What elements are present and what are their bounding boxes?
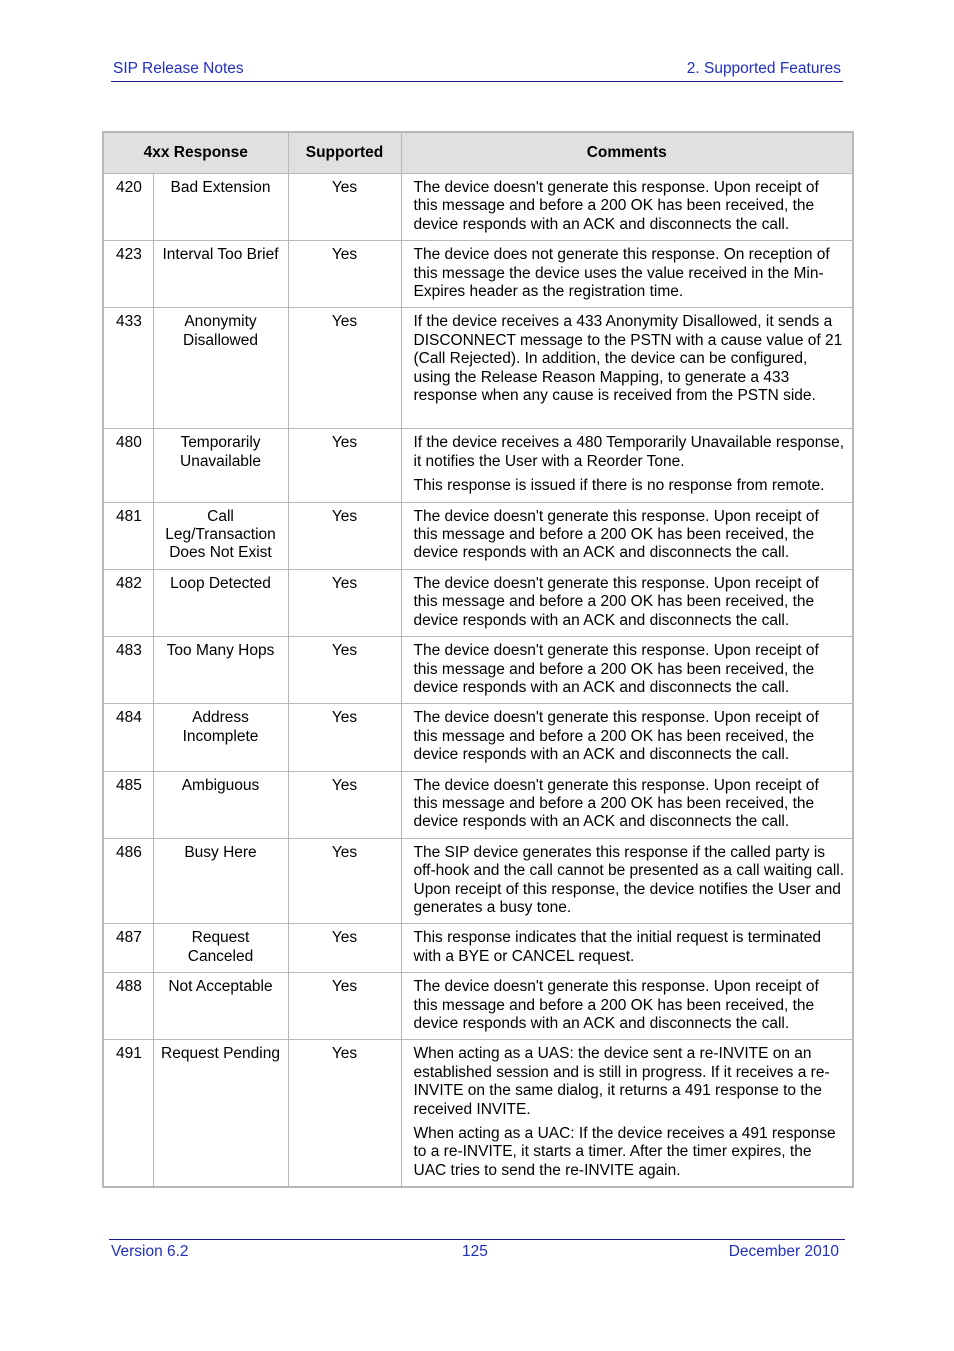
response-code: 484 [103,704,153,771]
response-name: Request Canceled [153,924,288,973]
response-code: 491 [103,1040,153,1187]
response-code: 487 [103,924,153,973]
table-row [103,308,853,429]
comments-cell [401,502,853,569]
comment-paragraph: If the device receives a 480 Temporarily Unavailable response, it notifies the User with a Reorder Tone. [413,434,845,470]
response-code: 483 [103,637,153,704]
response-name: Loop Detected [153,569,288,636]
table-row [103,838,853,924]
comments-cell [401,637,853,704]
response-name: Call Leg/Transaction Does Not Exist [153,502,288,569]
supported-value: Yes [288,569,401,636]
comments-cell [401,241,853,308]
comments-cell [401,308,853,429]
response-name: Bad Extension [153,174,288,241]
comments-cell [401,1040,853,1187]
comment-paragraph: The device doesn't generate this response. Upon receipt of this message and before a 200 OK has been received, the device responds with an ACK and disconnects the call. [413,709,819,764]
response-name: Address Incomplete [153,704,288,771]
response-code: 486 [103,838,153,924]
sip-4xx-response-table [102,131,854,1188]
page-header [111,60,843,82]
comments-cell [401,569,853,636]
supported-value: Yes [288,704,401,771]
response-code: 423 [103,241,153,308]
comment-paragraph: The device doesn't generate this response. Upon receipt of this message and before a 200 OK has been received, the device responds with an ACK and disconnects the call. [413,507,819,562]
header-section-title: 2. Supported Features [686,60,841,77]
response-code: 482 [103,569,153,636]
supported-value: Yes [288,429,401,502]
header-supported: Supported [288,132,401,174]
table-row [103,771,853,838]
comments-cell [401,838,853,924]
supported-value: Yes [288,174,401,241]
table-row [103,174,853,241]
response-name: Too Many Hops [153,637,288,704]
header-response: 4xx Response [103,132,288,174]
comment-paragraph: The device doesn't generate this response. Upon receipt of this message and before a 200 OK has been received, the device responds with an ACK and disconnects the call. [413,776,819,831]
comments-cell [401,704,853,771]
supported-value: Yes [288,308,401,429]
response-name: Anonymity Disallowed [153,308,288,429]
table-row [103,637,853,704]
page-footer [109,1239,845,1262]
header-comments: Comments [401,132,853,174]
supported-value: Yes [288,838,401,924]
comment-paragraph: When acting as a UAC: If the device receives a 491 response to a re-INVITE, it starts a timer. After the timer expires, the UAC tries to send the re-INVITE again. [413,1125,836,1179]
supported-value: Yes [288,973,401,1040]
table-row [103,924,853,973]
table-row [103,569,853,636]
comment-paragraph: When acting as a UAS: the device sent a re-INVITE on an established session and is still in progress. If it receives a re-INVITE on the same dialog, it returns a 491 response to the received INVITE. [413,1045,830,1118]
footer-page-number: 125 [462,1243,488,1260]
comment-paragraph: If the device receives a 433 Anonymity Disallowed, it sends a DISCONNECT message to the PSTN with a cause value of 21 (Call Rejected). In addition, the device can be configured, using the Release Reason Mapping, to generate a 433 response when any cause is received from the PSTN side. [413,313,843,405]
comments-cell [401,924,853,973]
supported-value: Yes [288,924,401,973]
table-row [103,704,853,771]
table-row [103,429,853,502]
supported-value: Yes [288,502,401,569]
supported-value: Yes [288,1040,401,1187]
comments-cell [401,771,853,838]
response-name: Temporarily Unavailable [153,429,288,502]
comments-cell [401,973,853,1040]
response-code: 488 [103,973,153,1040]
comment-paragraph: This response indicates that the initial request is terminated with a BYE or CANCEL request. [413,929,822,965]
response-code: 485 [103,771,153,838]
footer-version: Version 6.2 [111,1243,189,1260]
supported-value: Yes [288,241,401,308]
comments-cell [401,174,853,241]
response-code: 480 [103,429,153,502]
table-row [103,502,853,569]
table-row [103,1040,853,1187]
response-name: Interval Too Brief [153,241,288,308]
response-name: Not Acceptable [153,973,288,1040]
response-code: 481 [103,502,153,569]
table-body [103,174,853,1188]
supported-value: Yes [288,637,401,704]
comment-paragraph: The device doesn't generate this response. Upon receipt of this message and before a 200 OK has been received, the device responds with an ACK and disconnects the call. [413,642,819,696]
response-name: Busy Here [153,838,288,924]
supported-value: Yes [288,771,401,838]
header-doc-title: SIP Release Notes [113,60,244,77]
comment-paragraph: The SIP device generates this response if the called party is off-hook and the call cannot be presented as a call waiting call. Upon receipt of this response, the device notifies the User and generates a busy tone. [413,843,845,916]
comment-paragraph: The device doesn't generate this response. Upon receipt of this message and before a 200 OK has been received, the device responds with an ACK and disconnects the call. [413,978,819,1032]
footer-date: December 2010 [728,1243,839,1260]
comments-cell [401,429,853,502]
response-name: Ambiguous [153,771,288,838]
table-header-row [103,132,853,174]
comment-paragraph: The device doesn't generate this response. Upon receipt of this message and before a 200 OK has been received, the device responds with an ACK and disconnects the call. [413,179,819,233]
response-name: Request Pending [153,1040,288,1187]
response-code: 433 [103,308,153,429]
comment-paragraph: This response is issued if there is no response from remote. [413,477,825,495]
comment-paragraph: The device doesn't generate this response. Upon receipt of this message and before a 200 OK has been received, the device responds with an ACK and disconnects the call. [413,574,819,629]
table-row [103,241,853,308]
response-code: 420 [103,174,153,241]
comment-paragraph: The device does not generate this response. On reception of this message the device uses the value received in the Min-Expires header as the registration time. [413,246,830,301]
table-row [103,973,853,1040]
